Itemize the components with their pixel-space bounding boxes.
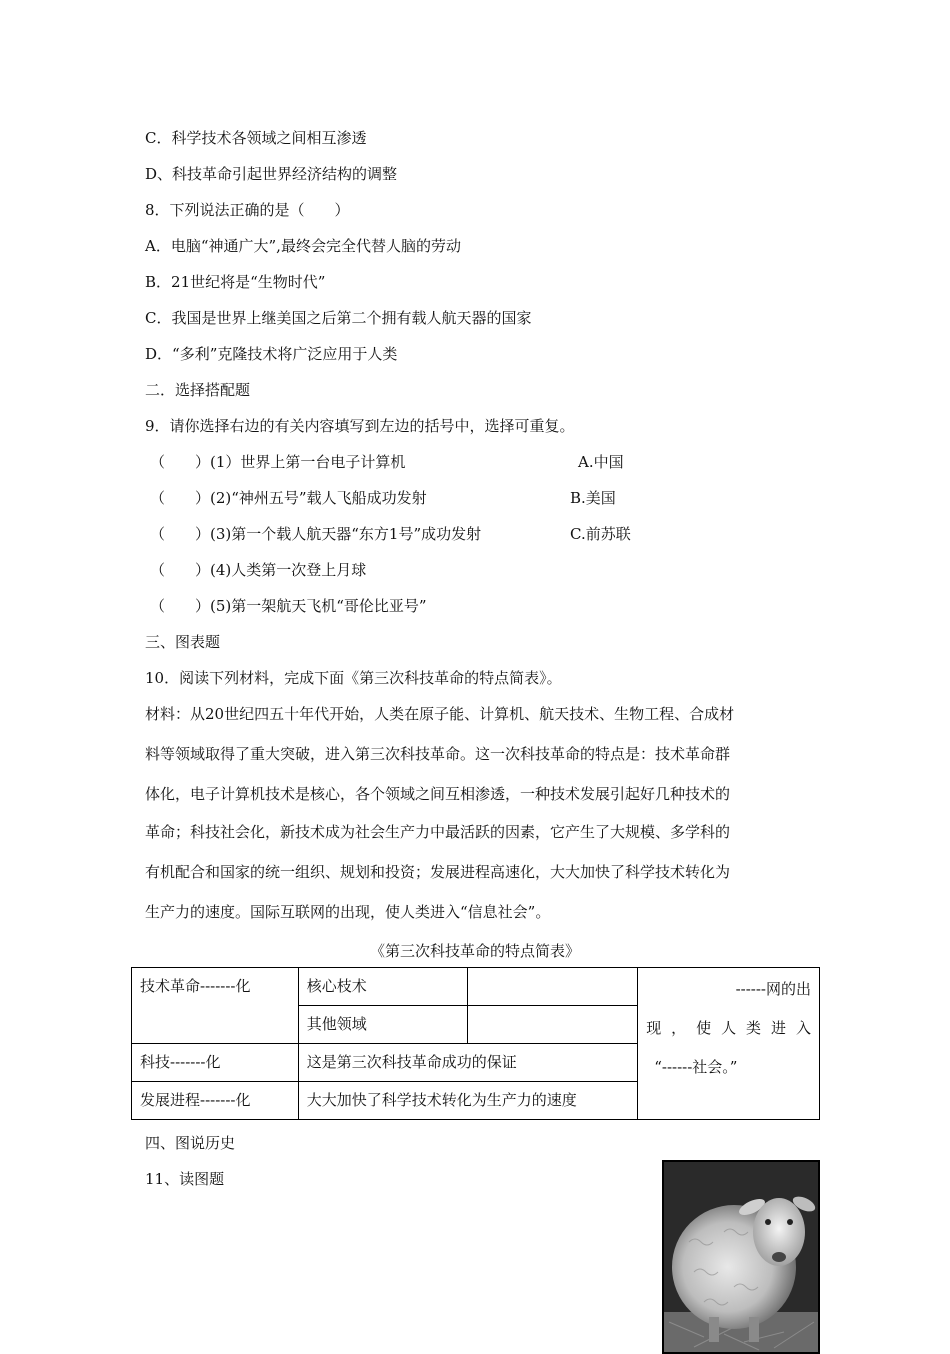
- cell-internet-note: [638, 968, 820, 1120]
- q11-stem: 11、读图题: [145, 1170, 225, 1188]
- section4-heading: 四、图说历史: [145, 1134, 236, 1152]
- q8-option-a: A．电脑“神通广大”,最终会完全代替人脑的劳动: [145, 237, 461, 255]
- sheep-icon: [664, 1162, 818, 1352]
- cell-other-fields-blank[interactable]: [468, 1006, 638, 1044]
- q8-option-b: B．21世纪将是“生物时代”: [145, 273, 326, 291]
- q7-option-d: D、科技革命引起世界经济结构的调整: [145, 165, 398, 183]
- q10-stem: 10．阅读下列材料，完成下面《第三次科技革命的特点简表》。: [145, 669, 562, 687]
- material-line-5: 有机配合和国家的统一组织、规划和投资；发展进程高速化，大大加快了科学技术转化为: [145, 863, 731, 881]
- table-caption: 《第三次科技革命的特点简表》: [369, 942, 580, 960]
- cell-tech-revolution: 技术革命-------化: [132, 968, 299, 1044]
- q8-option-c: C．我国是世界上继美国之后第二个拥有载人航天器的国家: [145, 309, 532, 327]
- match-item-5: （ ）(5)第一架航天飞机“哥伦比亚号”: [150, 597, 427, 615]
- match-item-1: （ ）(1）世界上第一台电子计算机: [150, 453, 406, 471]
- material-line-2: 料等领域取得了重大突破，进入第三次科技革命。这一次科技革命的特点是：技术革命群: [145, 745, 731, 763]
- table-row: [132, 968, 820, 1006]
- features-table: [131, 967, 820, 1120]
- match-item-3: （ ）(3)第一个载人航天器“东方1号”成功发射: [150, 525, 482, 543]
- material-line-4: 革命；科技社会化，新技术成为社会生产力中最活跃的因素，它产生了大规模、多学科的: [145, 823, 731, 841]
- internet-note-line-2: 现，使人类进入: [646, 1019, 811, 1037]
- match-choice-b: B.美国: [570, 489, 616, 507]
- sheep-photo: [662, 1160, 820, 1354]
- cell-other-fields: 其他领域: [298, 1006, 468, 1044]
- material-line-1: 材料：从20世纪四五十年代开始，人类在原子能、计算机、航天技术、生物工程、合成材: [145, 705, 735, 723]
- match-item-2: （ ）(2)“神州五号”载人飞船成功发射: [150, 489, 427, 507]
- q9-stem: 9．请你选择右边的有关内容填写到左边的括号中，选择可重复。: [145, 417, 575, 435]
- cell-core-tech: 核心枝术: [298, 968, 468, 1006]
- section3-heading: 三、图表题: [145, 633, 221, 651]
- q7-option-c: C．科学技术各领域之间相互渗透: [145, 129, 367, 147]
- cell-guarantee: 这是第三次科技革命成功的保证: [298, 1044, 637, 1082]
- cell-speed-up: 大大加快了科学技术转化为生产力的速度: [298, 1082, 637, 1120]
- q8-option-d: D．“多利”克隆技术将广泛应用于人类: [145, 345, 398, 363]
- cell-development-process: 发展进程-------化: [132, 1082, 299, 1120]
- material-line-3: 体化，电子计算机技术是核心，各个领域之间互相渗透，一种技术发展引起好几种技术的: [145, 785, 731, 803]
- internet-note-line-3: “------社会。”: [654, 1058, 738, 1076]
- internet-note-line-1: ------网的出: [735, 980, 811, 998]
- material-line-6: 生产力的速度。国际互联网的出现，使人类进入“信息社会”。: [145, 903, 551, 921]
- cell-tech-society: 科技-------化: [132, 1044, 299, 1082]
- match-choice-c: C.前苏联: [570, 525, 631, 543]
- section2-heading: 二．选择搭配题: [145, 381, 251, 399]
- match-item-4: （ ）(4)人类第一次登上月球: [150, 561, 367, 579]
- match-choice-a: A.中国: [578, 453, 624, 471]
- q8-stem: 8．下列说法正确的是（ ）: [145, 201, 350, 219]
- cell-core-tech-blank[interactable]: [468, 968, 638, 1006]
